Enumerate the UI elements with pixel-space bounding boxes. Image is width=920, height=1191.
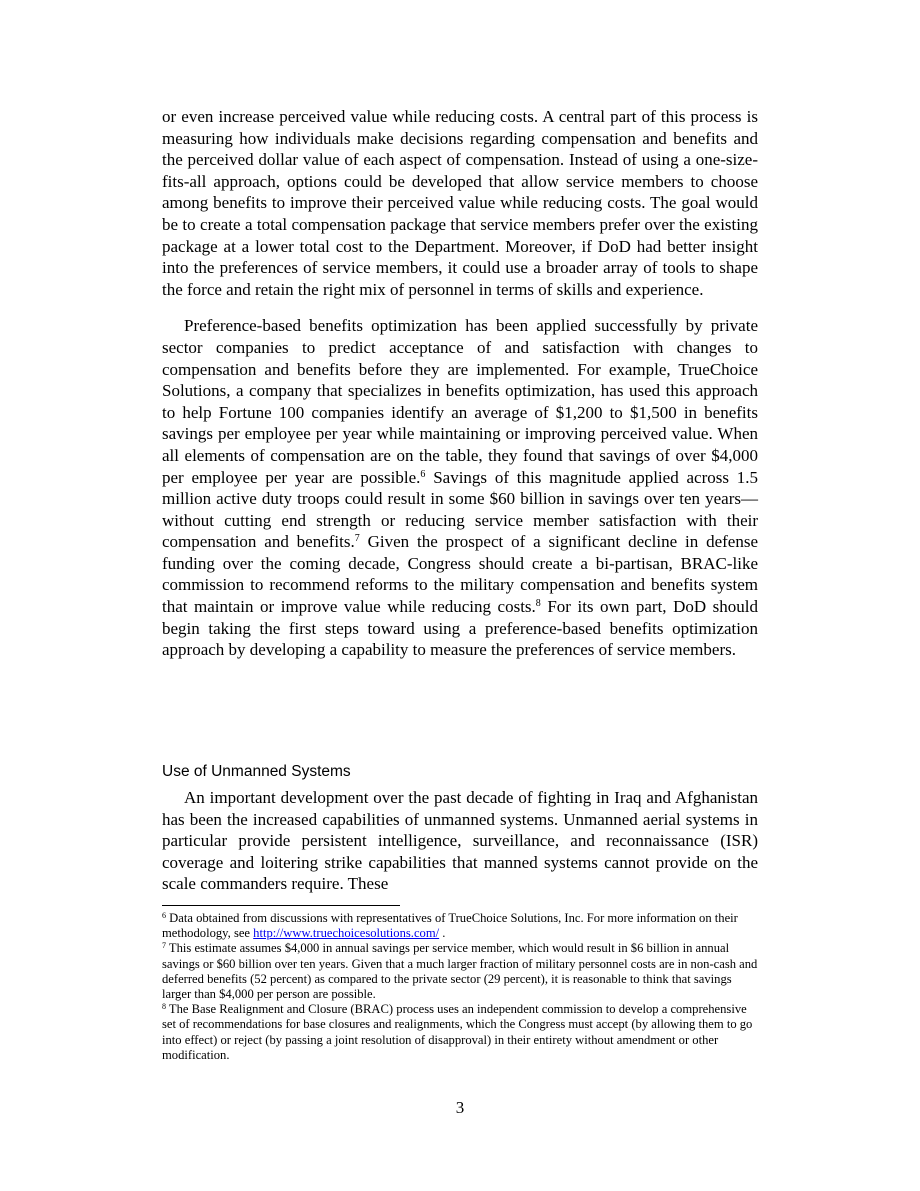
paragraph-text-a: Preference-based benefits optimization has been applied successfully by private sector companies to predict acceptance of and satisfaction with changes to compensation and benefits before they are implemented. For example, TrueChoice Solutions, a company that specializes in benefits optimization, has used this approach to help Fortune 100 companies identify an average of $1,200 to $1,500 in benefits savings per employee per year while maintaining or improving perceived value. When all elements of compensation are on the table, they found that savings of over $4,000 per employee per year are possible. <box>162 316 758 487</box>
footnote-6 <box>162 911 758 941</box>
section-heading-unmanned-systems: Use of Unmanned Systems <box>162 763 351 780</box>
footnote-6-text: Data obtained from discussions with representatives of TrueChoice Solutions, Inc. For more information on their methodology, see <box>162 911 738 941</box>
footnote-number-7: 7 <box>162 941 166 951</box>
footnote-divider <box>162 905 400 906</box>
page-number: 3 <box>455 1098 465 1117</box>
paragraph-continuation: or even increase perceived value while reducing costs. A central part of this process is measuring how individuals make decisions regarding compensation and benefits and the perceived dollar value of each aspect of compensation. Instead of using a one-size-fits-all approach, options could be developed that allow service members to choose among benefits to improve their perceived value while reducing costs. The goal would be to create a total compensation package that service members prefer over the existing package at a lower total cost to the Department. Moreover, if DoD had better insight into the preferences of service members, it could use a broader array of tools to shape the force and retain the right mix of personnel in terms of skills and experience. <box>162 107 758 299</box>
footnotes-section <box>162 911 758 1063</box>
footnote-ref-6[interactable]: 6 <box>420 468 426 480</box>
paragraph-text-c: Given the prospect of a significant decline in defense funding over the coming decade, Congress should create a bi-partisan, BRAC-like commission to recommend reforms to the military compensation and benefits system that maintain or improve value while reducing costs. <box>162 532 759 617</box>
truechoice-link[interactable]: http://www.truechoicesolutions.com/ <box>253 926 440 941</box>
footnote-8-text: The Base Realignment and Closure (BRAC) process uses an independent commission to develop a comprehensive set of recommendations for base closures and realignments, which the Congress must accept (by allowing them to go into effect) or reject (by passing a joint resolution of disapproval) in their entirety without amendment or other modification. <box>162 1002 753 1062</box>
footnote-ref-8[interactable]: 8 <box>535 598 541 610</box>
document-page <box>162 106 759 1117</box>
paragraph-text-b: Savings of this magnitude applied across 1.5 million active duty troops could result in some $60 billion in savings over ten years—without cutting end strength or reducing service member satisfaction with their compensation and benefits. <box>162 467 758 552</box>
footnote-7 <box>162 941 758 1002</box>
footnote-number-8: 8 <box>162 1002 166 1012</box>
footnote-7-text: This estimate assumes $4,000 in annual savings per service member, which would result in $6 billion in annual savings or $60 billion over ten years. Given that a much larger fraction of military personnel costs are in non-cash and deferred benefits (52 percent) as compared to the private sector (29 percent), it is reasonable to think that savings larger than $4,000 per person are possible. <box>162 941 758 1002</box>
footnote-number-6: 6 <box>162 911 166 920</box>
paragraph-unmanned-systems: An important development over the past decade of fighting in Iraq and Afghanistan has been the increased capabilities of unmanned systems. Unmanned aerial systems in particular provide persistent intelligence, surveillance, and reconnaissance (ISR) coverage and loitering strike capabilities that manned systems cannot provide on the scale commanders require. These <box>162 788 758 894</box>
footnote-ref-7[interactable]: 7 <box>354 533 360 545</box>
paragraph-text-d: For its own part, DoD should begin taking the first steps toward using a preference-based benefits optimization approach by developing a capability to measure the preferences of service members. <box>162 597 758 660</box>
footnote-6-after: . <box>439 926 446 941</box>
footnote-8 <box>162 1002 758 1063</box>
paragraph-preference-based-benefits <box>162 315 758 661</box>
